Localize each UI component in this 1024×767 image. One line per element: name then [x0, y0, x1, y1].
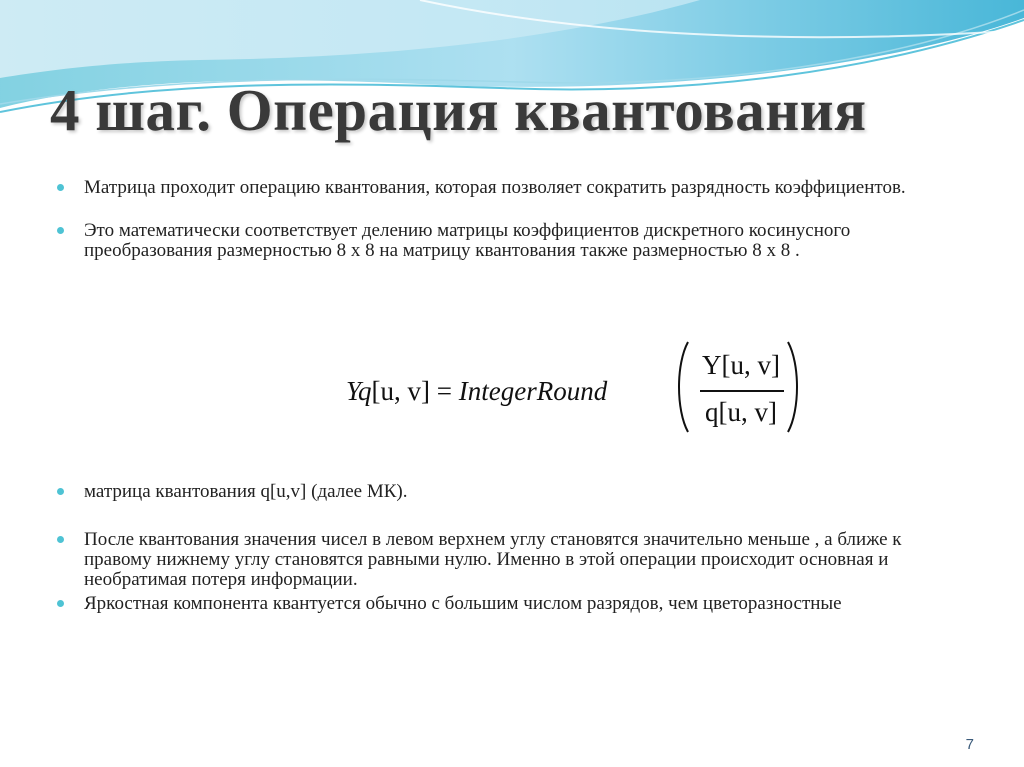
bullet-text: После квантования значения чисел в левом верхнем углу становятся значительно меньше , а ближе к правому нижнему углу становятся равными нулю. Именно в этой операции происходит основная и необратимая потеря информации.	[84, 529, 902, 590]
formula-fraction	[696, 340, 786, 436]
bullet-dot-icon	[57, 227, 64, 234]
formula-operator: IntegerRound	[458, 376, 608, 406]
bullet-dot-icon	[57, 488, 64, 495]
bullet-dot-icon	[57, 184, 64, 191]
bullet-text: матрица квантования q[u,v] (далее МК).	[84, 481, 408, 502]
formula-denominator: q[u, v]	[705, 397, 777, 427]
formula-equals: =	[430, 376, 459, 406]
bullet-item	[84, 482, 914, 502]
bullet-item	[84, 178, 914, 198]
formula-left-paren-icon	[674, 340, 690, 434]
bullet-item	[84, 594, 914, 614]
formula-lhs-func: Yq	[346, 376, 372, 406]
bullet-item	[84, 221, 914, 261]
formula-lhs	[346, 376, 607, 407]
formula-right-paren-icon	[786, 340, 802, 434]
formula-lhs-args: [u, v]	[371, 376, 431, 406]
bullet-text: Яркостная компонента квантуется обычно с большим числом разрядов, чем цветоразностные	[84, 593, 842, 614]
formula-numerator: Y[u, v]	[702, 350, 780, 380]
bullet-dot-icon	[57, 536, 64, 543]
slide-title: 4 шаг. Операция квантования	[50, 77, 867, 143]
page-number: 7	[965, 736, 974, 753]
bullet-item	[84, 530, 914, 590]
fraction-bar	[700, 390, 784, 392]
quantization-formula	[346, 340, 806, 440]
bullet-text: Матрица проходит операцию квантования, которая позволяет сократить разрядность коэффициентов.	[84, 177, 906, 198]
bullet-dot-icon	[57, 600, 64, 607]
bullet-text: Это математически соответствует делению матрицы коэффициентов дискретного косинусного преобразования размерностью 8 x 8 на матрицу квантования также размерностью 8 x 8 .	[84, 220, 851, 261]
